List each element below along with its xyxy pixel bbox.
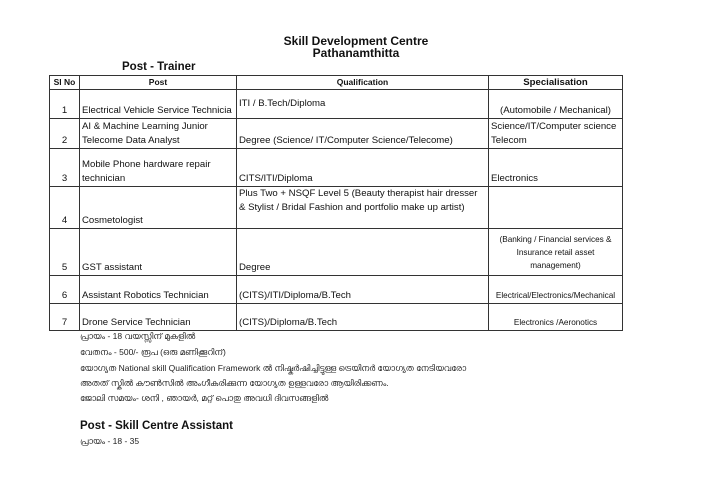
cell-post: Mobile Phone hardware repair technician [80, 149, 237, 187]
cell-post: Assistant Robotics Technician [80, 276, 237, 304]
note-qualification-line2: അതത് സ്കിൽ കൗൺസിൽ അംഗീകരിക്കുന്ന യോഗ്യത ഉള്ളവരോ ആയിരിക്കണം. [80, 378, 389, 388]
table-row [50, 304, 623, 331]
cell-specialisation: Electronics /Aeronotics [489, 304, 623, 331]
section-title-assistant: Post - Skill Centre Assistant [80, 420, 233, 432]
cell-qualification: (CITS)/ITI/Diploma/B.Tech [237, 276, 489, 304]
cell-specialisation: Electrical/Electronics/Mechanical [489, 276, 623, 304]
note-assistant-age: പ്രായം - 18 - 35 [80, 436, 140, 446]
cell-post: Drone Service Technician [80, 304, 237, 331]
trainer-table [49, 75, 623, 331]
note-work-time: ജോലി സമയം- ശനി , ഞായർ, മറ്റ് പൊതു അവധി ദിവസങ്ങളിൽ [80, 393, 329, 403]
table-row [50, 149, 623, 187]
document-subtitle: Pathanamthitta [312, 46, 400, 60]
note-qualification-line1: യോഗ്യത National skill Qualification Framework ൽ നിഷ്കർഷിച്ചിട്ടുള്ള ട്രെയിനർ യോഗ്യത നേടിയവരോ [80, 363, 467, 373]
header-sl-no: Sl No [50, 76, 80, 90]
cell-no: 1 [50, 90, 80, 119]
cell-qualification: (CITS)/Diploma/B.Tech [237, 304, 489, 331]
table-row [50, 90, 623, 119]
cell-qualification: Plus Two + NSQF Level 5 (Beauty therapist hair dresser & Stylist / Bridal Fashion and portfolio make up artist) [237, 187, 489, 229]
header-qualification: Qualification [237, 76, 489, 90]
table-row [50, 229, 623, 276]
table-header-row [50, 76, 623, 90]
table-row [50, 119, 623, 149]
cell-no: 4 [50, 187, 80, 229]
cell-qualification: ITI / B.Tech/Diploma [237, 90, 489, 119]
cell-post: AI & Machine Learning Junior Telecome Data Analyst [80, 119, 237, 149]
cell-post: Electrical Vehicle Service Technicia [80, 90, 237, 119]
cell-qualification: Degree (Science/ IT/Computer Science/Telecome) [237, 119, 489, 149]
cell-no: 5 [50, 229, 80, 276]
table-row [50, 187, 623, 229]
cell-qualification: Degree [237, 229, 489, 276]
note-age: പ്രായം - 18 വയസ്സിന് മുകളിൽ [80, 331, 196, 341]
header-specialisation: Specialisation [489, 76, 623, 90]
cell-specialisation: (Banking / Financial services & Insurance retail asset management) [489, 229, 623, 276]
cell-specialisation: (Automobile / Mechanical) [489, 90, 623, 119]
cell-specialisation: Electronics [489, 149, 623, 187]
section-title-trainer: Post - Trainer [122, 61, 196, 73]
cell-post: Cosmetologist [80, 187, 237, 229]
cell-no: 6 [50, 276, 80, 304]
cell-no: 7 [50, 304, 80, 331]
cell-no: 2 [50, 119, 80, 149]
cell-specialisation [489, 187, 623, 229]
document-title: Skill Development Centre [283, 34, 429, 48]
header-post: Post [80, 76, 237, 90]
cell-qualification: CITS/ITI/Diploma [237, 149, 489, 187]
cell-no: 3 [50, 149, 80, 187]
cell-specialisation: Science/IT/Computer science Telecom [489, 119, 623, 149]
cell-post: GST assistant [80, 229, 237, 276]
note-salary: വേതനം - 500/- രൂപ (ഒരു മണിക്കൂറിന്) [80, 347, 226, 357]
table-row [50, 276, 623, 304]
